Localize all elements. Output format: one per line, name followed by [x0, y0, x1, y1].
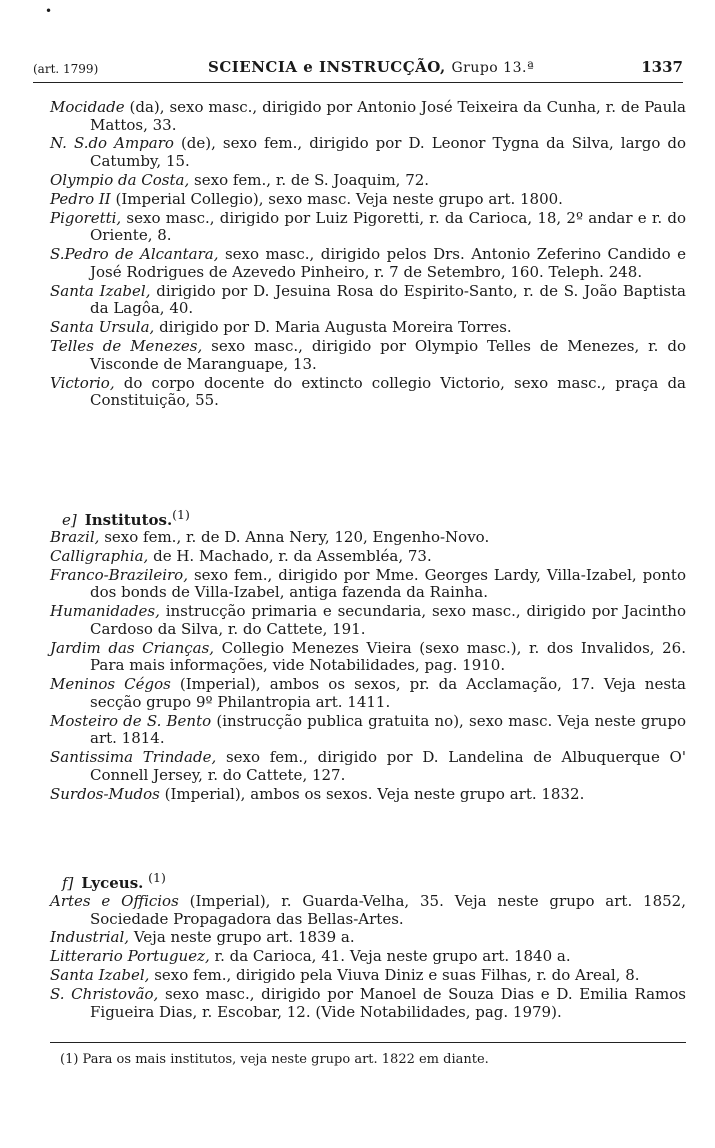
list-item: Mosteiro de S. Bento (instrucção publica gratuita no), sexo masc. Veja neste grupo art. 1814.: [50, 711, 686, 748]
colleges-list: [50, 99, 686, 411]
list-item: Brazil, sexo fem., r. de D. Anna Nery, 120, Engenho-Novo.: [50, 528, 490, 546]
list-item: Olympio da Costa, sexo fem., r. de S. Joaquim, 72.: [50, 170, 430, 189]
list-item: Mocidade (da), sexo masc., dirigido por Antonio José Teixeira da Cunha, r. de Paula Mattos, 33.: [50, 98, 686, 134]
lyceus-heading: [62, 870, 166, 892]
section-heading-title: Institutos.: [84, 511, 173, 529]
section-heading-title: Lyceus.: [81, 874, 144, 892]
list-item: Meninos Cégos (Imperial), ambos os sexos, pr. da Acclamação, 17. Veja nesta secção grupo 9º Philantropia art. 1411.: [50, 675, 686, 711]
list-item: Jardim das Crianças, Collegio Menezes Vieira (sexo masc.), r. dos Invalidos, 26. Para mais informações, vide Notabilidades, pag. 1910.: [50, 638, 686, 675]
list-item: Industrial, Veja neste grupo art. 1839 a.: [50, 928, 355, 947]
section-letter: e]: [62, 511, 77, 529]
footnote: (1) Para os mais institutos, veja neste grupo art. 1822 em diante.: [60, 1052, 489, 1067]
institutos-heading: [62, 507, 190, 529]
list-item: Pedro II (Imperial Collegio), sexo masc. Veja neste grupo art. 1800.: [50, 189, 563, 208]
institutos-list: [50, 529, 686, 805]
list-item: Santa Izabel, dirigido por D. Jesuina Rosa do Espirito-Santo, r. de S. João Baptista da Lagôa, 40.: [50, 281, 686, 318]
section-title-text: SCIENCIA e INSTRUCÇÃO,: [208, 58, 446, 76]
footnote-rule: [50, 1042, 686, 1043]
list-item: Telles de Menezes, sexo masc., dirigido por Olympio Telles de Menezes, r. do Visconde de Maranguape, 13.: [50, 337, 686, 373]
section-letter: f]: [62, 874, 74, 892]
list-item: Artes e Officios (Imperial), r. Guarda-Velha, 35. Veja neste grupo art. 1852, Sociedade Propagadora das Bellas-Artes.: [50, 892, 686, 928]
page-number: 1337: [641, 58, 683, 76]
top-dot: •: [45, 4, 53, 18]
list-item: Santa Izabel, sexo fem., dirigido pela Viuva Diniz e suas Filhas, r. do Areal, 8.: [50, 966, 640, 985]
list-item: Calligraphia, de H. Machado, r. da Assembléa, 73.: [50, 546, 432, 565]
running-header: [33, 58, 683, 82]
article-range: (art. 1799): [33, 62, 99, 76]
list-item: Humanidades, instrucção primaria e secundaria, sexo masc., dirigido por Jacintho Cardoso da Silva, r. do Cattete, 191.: [50, 602, 686, 638]
list-item: Pigoretti, sexo masc., dirigido por Luiz Pigoretti, r. da Carioca, 18, 2º andar e r. do Oriente, 8.: [50, 208, 686, 245]
footnote-ref: (1): [172, 507, 190, 522]
list-item: S. Christovão, sexo masc., dirigido por Manoel de Souza Dias e D. Emilia Ramos Figueira Dias, r. Escobar, 12. (Vide Notabilidades, pag. 1979).: [50, 985, 686, 1021]
list-item: Surdos-Mudos (Imperial), ambos os sexos. Veja neste grupo art. 1832.: [50, 784, 585, 803]
list-item: Litterario Portuguez, r. da Carioca, 41. Veja neste grupo art. 1840 a.: [50, 947, 571, 966]
group-label: Grupo 13.ª: [451, 60, 535, 76]
list-item: N. S.do Amparo (de), sexo fem., dirigido por D. Leonor Tygna da Silva, largo do Catumby, 15.: [50, 134, 686, 171]
list-item: Franco-Brazileiro, sexo fem., dirigido por Mme. Georges Lardy, Villa-Izabel, ponto dos bonds de Villa-Izabel, antiga fazenda da Rainha.: [50, 565, 686, 602]
list-item: Santa Ursula, dirigido por D. Maria Augusta Moreira Torres.: [50, 318, 512, 337]
list-item: Victorio, do corpo docente do extincto collegio Victorio, sexo masc., praça da Constituição, 55.: [50, 373, 686, 410]
footnote-ref: (1): [148, 870, 166, 885]
header-rule: [33, 82, 683, 83]
list-item: Santissima Trindade, sexo fem., dirigido por D. Landelina de Albuquerque O' Connell Jersey, r. do Cattete, 127.: [50, 748, 686, 784]
lyceus-list: [50, 893, 686, 1023]
list-item: S.Pedro de Alcantara, sexo masc., dirigido pelos Drs. Antonio Zeferino Candido e José Rodrigues de Azevedo Pinheiro, r. 7 de Setembro, 160. Teleph. 248.: [50, 245, 686, 281]
section-title: [208, 58, 534, 76]
